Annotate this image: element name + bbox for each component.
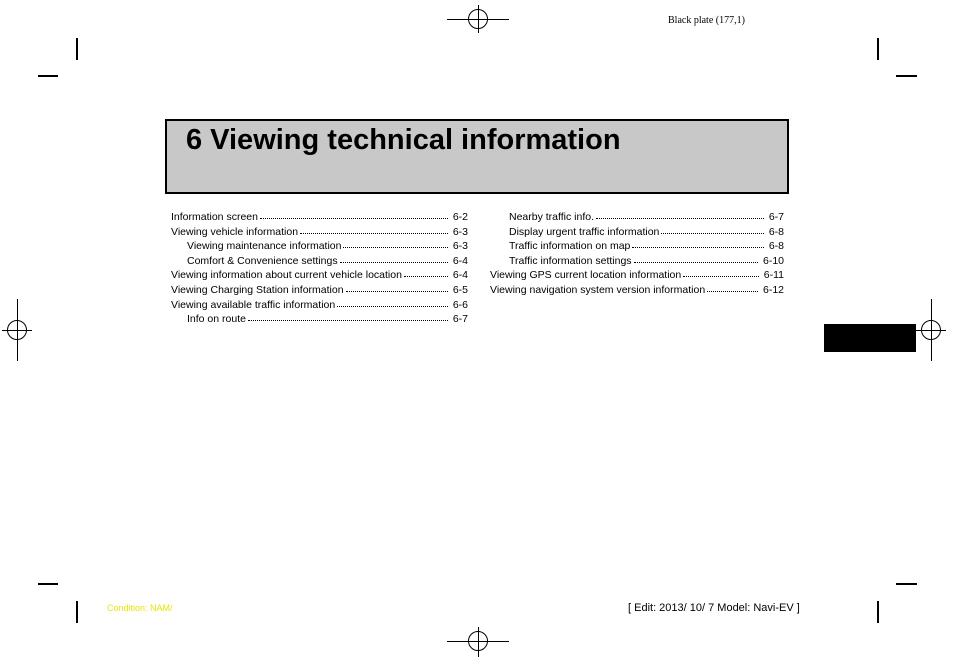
crop-mark — [38, 75, 58, 77]
toc-leader-dots — [300, 224, 448, 234]
plate-label: Black plate (177,1) — [668, 15, 745, 26]
toc-leader-dots — [260, 209, 448, 219]
toc-leader-dots — [248, 311, 448, 321]
toc-entry-label: Viewing maintenance information — [187, 240, 342, 253]
toc-entry[interactable] — [490, 268, 784, 283]
crop-mark — [877, 601, 879, 623]
crop-mark — [877, 38, 879, 60]
toc-entry-label: Information screen — [171, 211, 258, 223]
toc-entry-page: 6-8 — [768, 240, 784, 253]
toc-entry[interactable] — [171, 298, 468, 313]
toc-entry-page: 6-3 — [452, 225, 468, 238]
toc-entry[interactable] — [171, 312, 468, 327]
toc-entry[interactable] — [490, 254, 784, 269]
toc-entry[interactable] — [490, 283, 784, 298]
toc-entry-page: 6-3 — [452, 240, 468, 253]
toc-entry[interactable] — [171, 268, 468, 283]
crop-mark — [896, 75, 917, 77]
toc-entry-page: 6-10 — [762, 254, 784, 267]
toc-entry[interactable] — [171, 254, 468, 269]
toc-entry-page: 6-7 — [768, 211, 784, 223]
toc-leader-dots — [346, 282, 448, 292]
toc-leader-dots — [707, 282, 758, 292]
toc-entry[interactable] — [171, 225, 468, 240]
toc-leader-dots — [634, 253, 758, 263]
toc-entry-label: Viewing navigation system version information — [490, 283, 706, 296]
chapter-title: 6 Viewing technical information — [186, 124, 621, 156]
toc-entry-label: Nearby traffic info. — [509, 211, 595, 223]
toc-entry-label: Viewing available traffic information — [171, 298, 336, 311]
toc-leader-dots — [661, 224, 763, 234]
toc-entry-page: 6-11 — [763, 269, 784, 282]
condition-label: Condition: NAM/ — [107, 603, 173, 613]
toc-leader-dots — [340, 253, 448, 263]
toc-entry-page: 6-4 — [452, 269, 468, 282]
toc-leader-dots — [343, 238, 447, 248]
toc-leader-dots — [683, 267, 759, 277]
toc-entry-label: Viewing Charging Station information — [171, 283, 344, 296]
chapter-tab — [824, 324, 916, 352]
toc-entry[interactable] — [171, 210, 468, 225]
toc-entry-label: Viewing information about current vehicle location — [171, 269, 402, 282]
toc-entry[interactable] — [490, 210, 784, 225]
crop-mark — [896, 583, 917, 585]
toc-entry-label: Traffic information settings — [509, 254, 632, 267]
toc-entry-page: 6-7 — [452, 313, 468, 326]
toc-leader-dots — [596, 209, 764, 219]
toc-entry-page: 6-4 — [452, 254, 468, 267]
toc-entry-label: Comfort & Convenience settings — [187, 254, 338, 267]
toc-entry-page: 6-2 — [452, 211, 468, 223]
crop-mark — [76, 38, 78, 60]
toc-entry[interactable] — [171, 283, 468, 298]
toc-entry-page: 6-6 — [452, 298, 468, 311]
toc-right-column — [490, 210, 784, 298]
toc-entry-page: 6-5 — [452, 283, 468, 296]
toc-entry-label: Viewing vehicle information — [171, 225, 299, 238]
toc-entry-page: 6-12 — [762, 283, 784, 296]
toc-leader-dots — [337, 297, 448, 307]
toc-entry-page: 6-8 — [768, 225, 784, 238]
edit-info: [ Edit: 2013/ 10/ 7 Model: Navi-EV ] — [628, 602, 800, 614]
chapter-header — [165, 119, 789, 194]
toc-entry[interactable] — [171, 239, 468, 254]
toc-entry-label: Display urgent traffic information — [509, 225, 660, 238]
toc-entry[interactable] — [490, 239, 784, 254]
toc-leader-dots — [404, 267, 448, 277]
toc-entry-label: Info on route — [187, 313, 246, 326]
toc-left-column — [171, 210, 468, 327]
toc-entry[interactable] — [490, 225, 784, 240]
crop-mark — [76, 601, 78, 623]
toc-leader-dots — [632, 238, 763, 248]
toc-entry-label: Viewing GPS current location information — [490, 269, 682, 282]
toc-entry-label: Traffic information on map — [509, 240, 631, 253]
crop-mark — [38, 583, 58, 585]
